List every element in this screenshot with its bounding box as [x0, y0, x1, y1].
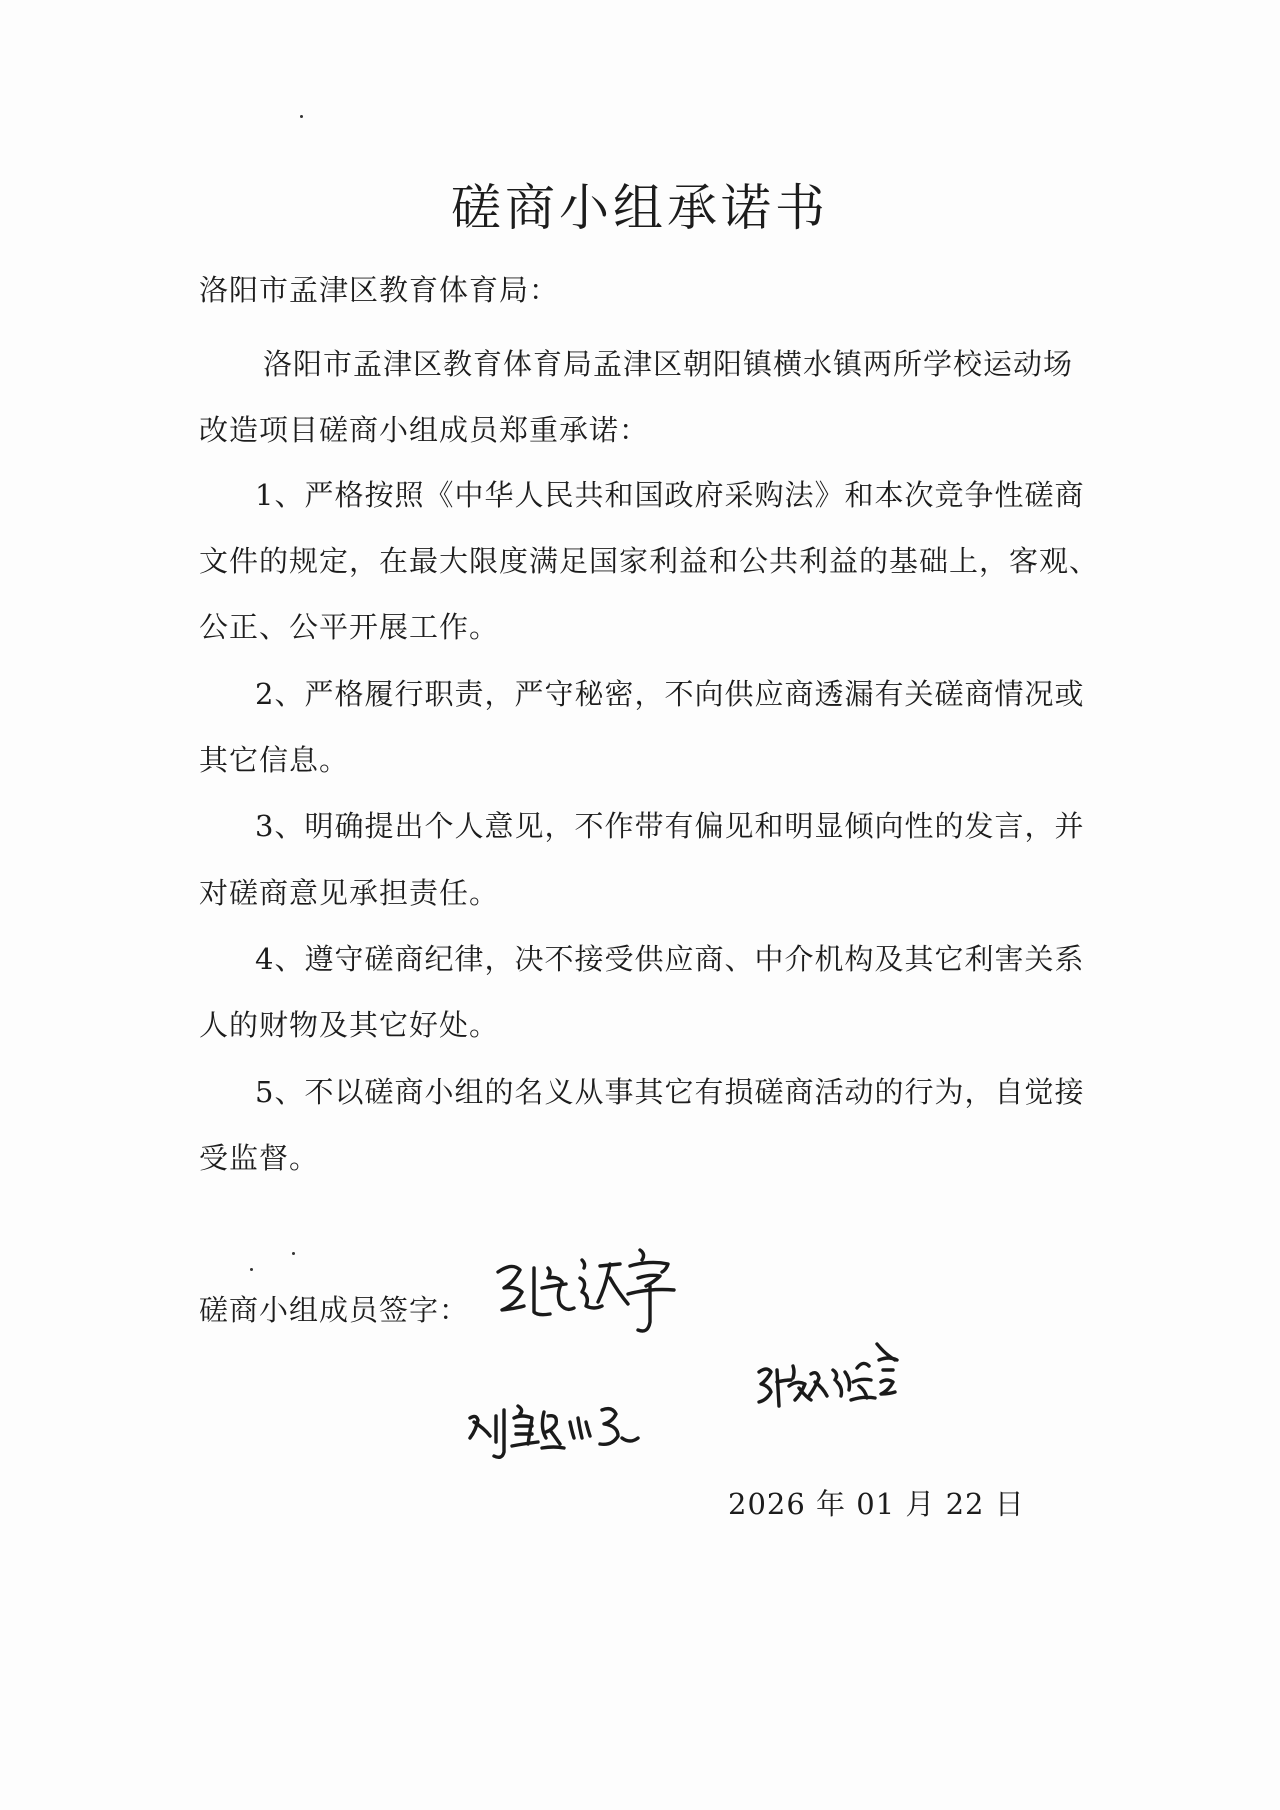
signature-label: 磋商小组成员签字： [199, 1293, 470, 1327]
commitment-item-3-line-2: 对磋商意见承担责任。 [199, 876, 500, 910]
intro-line-2: 改造项目磋商小组成员郑重承诺： [199, 413, 650, 447]
commitment-item-4-line-1: 4、遵守磋商纪律，决不接受供应商、中介机构及其它利害关系 [255, 942, 1085, 976]
commitment-item-5-line-2: 受监督。 [199, 1141, 320, 1175]
intro-line-1: 洛阳市孟津区教育体育局孟津区朝阳镇横水镇两所学校运动场 [263, 347, 1074, 381]
commitment-item-1-line-2: 文件的规定，在最大限度满足国家利益和公共利益的基础上，客观、 [199, 544, 1100, 578]
commitment-item-1-line-1: 1、严格按照《中华人民共和国政府采购法》和本次竞争性磋商 [255, 478, 1085, 512]
commitment-item-2-line-1: 2、严格履行职责，严守秘密，不向供应商透漏有关磋商情况或 [255, 677, 1085, 711]
commitment-item-4-line-2: 人的财物及其它好处。 [199, 1008, 500, 1042]
commitment-item-2-line-2: 其它信息。 [199, 743, 350, 777]
scan-speck [300, 115, 303, 118]
handwritten-signature-3 [755, 1330, 935, 1430]
document-title: 磋商小组承诺书 [451, 179, 829, 237]
commitment-item-1-line-3: 公正、公平开展工作。 [199, 610, 500, 644]
handwritten-signature-1 [490, 1242, 710, 1342]
document-date: 2026 年 01 月 22 日 [728, 1487, 1025, 1521]
scan-speck [250, 1268, 253, 1271]
commitment-item-5-line-1: 5、不以磋商小组的名义从事其它有损磋商活动的行为，自觉接 [255, 1075, 1085, 1109]
scan-speck [292, 1252, 295, 1255]
handwritten-signature-2 [462, 1388, 682, 1468]
addressee: 洛阳市孟津区教育体育局： [199, 273, 560, 307]
commitment-item-3-line-1: 3、明确提出个人意见，不作带有偏见和明显倾向性的发言，并 [255, 809, 1085, 843]
